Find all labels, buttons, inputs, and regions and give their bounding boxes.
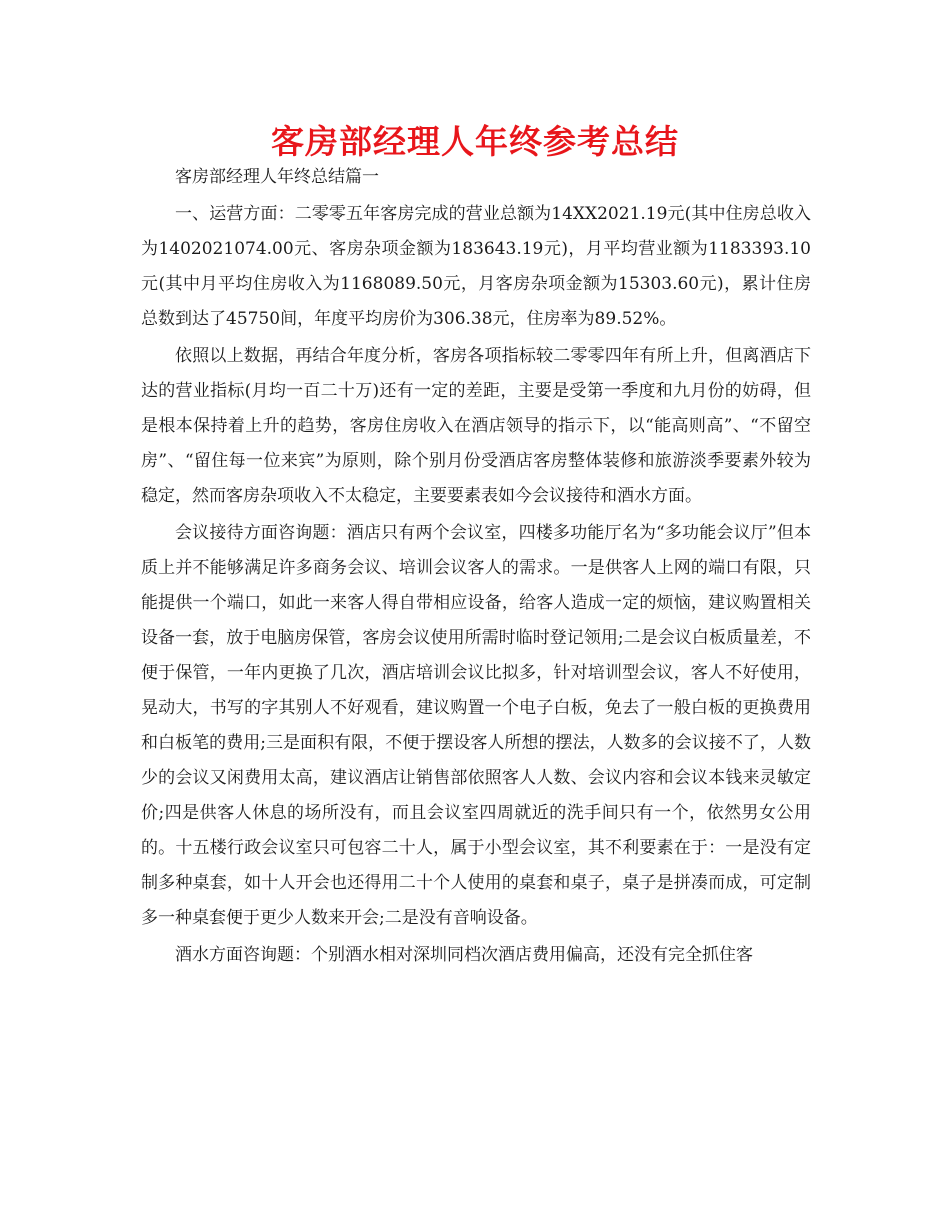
document-title: 客房部经理人年终参考总结 (271, 122, 679, 161)
document-body (141, 160, 811, 975)
section-subtitle: 客房部经理人年终总结篇一 (175, 167, 379, 187)
paragraph-operations: 一、运营方面：二零零五年客房完成的营业总额为14XX2021.19元(其中住房总收入为1402021074.00元、客房杂项金额为183643.19元)，月平均营业额为1183393.10元(其中月平均住房收入为1168089.50元，月客房杂项金额为15303.60元)，累计住房总数到达了45750间，年度平均房价为306.38元，住房率为89.52%。 (141, 204, 811, 329)
paragraph-analysis: 依照以上数据，再结合年度分析，客房各项指标较二零零四年有所上升，但离酒店下达的营业指标(月均一百二十万)还有一定的差距，主要是受第一季度和九月份的妨碍，但是根本保持着上升的趋势，客房住房收入在酒店领导的指示下，以“能高则高”、“不留空房”、“留住每一位来宾”为原则，除个别月份受酒店客房整体装修和旅游淡季要素外较为稳定，然而客房杂项收入不太稳定，主要要素表如今会议接待和酒水方面。 (141, 346, 811, 506)
paragraph-beverage-issues: 酒水方面咨询题：个别酒水相对深圳同档次酒店费用偏高，还没有完全抓住客 (175, 945, 753, 965)
paragraph-meeting-issues: 会议接待方面咨询题：酒店只有两个会议室，四楼多功能厅名为“多功能会议厅”但本质上并不能够满足许多商务会议、培训会议客人的需求。一是供客人上网的端口有限，只能提供一个端口，如此一来客人得自带相应设备，给客人造成一定的烦恼，建议购置相关设备一套，放于电脑房保管，客房会议使用所需时临时登记领用;二是会议白板质量差，不便于保管，一年内更换了几次，酒店培训会议比拟多，针对培训型会议，客人不好使用，晃动大，书写的字其别人不好观看，建议购置一个电子白板，免去了一般白板的更换费用和白板笔的费用;三是面积有限，不便于摆设客人所想的摆法，人数多的会议接不了，人数少的会议又闲费用太高，建议酒店让销售部依照客人人数、会议内容和会议本钱来灵敏定价;四是供客人休息的场所没有，而且会议室四周就近的洗手间只有一个，依然男女公用的。十五楼行政会议室只可包容二十人，属于小型会议室，其不利要素在于：一是没有定制多种桌套，如十人开会也还得用二十个人使用的桌套和桌子，桌子是拼凑而成，可定制多一种桌套便于更少人数来开会;二是没有音响设备。 (141, 523, 811, 928)
